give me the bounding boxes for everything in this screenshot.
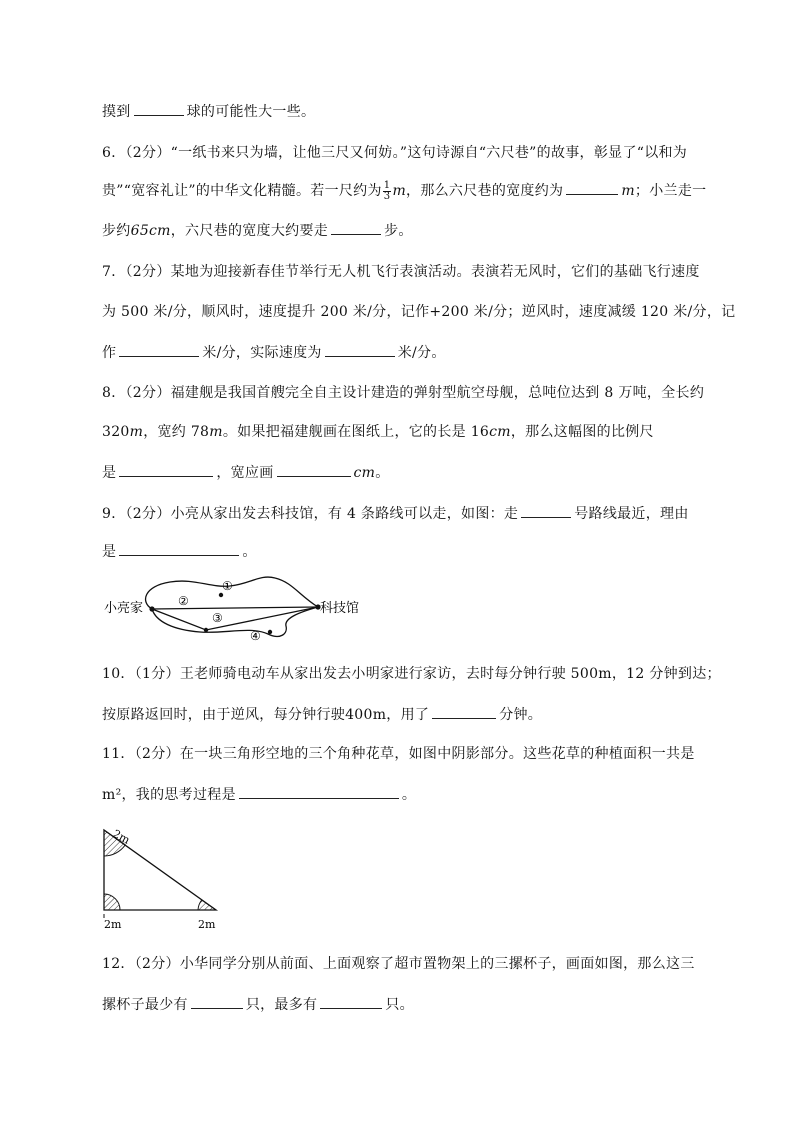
q9-line1: 9．（2分）小亮从家出发去科技馆，有 4 条路线可以走，如图：走 号路线最近，理由 <box>102 503 689 524</box>
top-radius-label: 2m <box>110 827 133 847</box>
q11-line1: 11．（2分）在一块三角形空地的三个角种花草，如图中阴影部分。这些花草的种植面积一共是 <box>102 746 695 762</box>
answer-blank[interactable] <box>521 503 571 518</box>
q9-line2: 是 。 <box>102 541 257 562</box>
q6-line1: 6．（2分）“一纸书来只为墙，让他三尺又何妨。”这句诗源自“六尺巷”的故事，彰显了“以和为 <box>102 145 688 161</box>
triangle-diagram <box>98 818 228 934</box>
q12-line2: 摞杯子最少有 只，最多有 只。 <box>102 994 414 1015</box>
q7-line3: 作 米/分，实际速度为 米/分。 <box>102 342 446 363</box>
answer-blank[interactable] <box>239 784 399 799</box>
answer-blank[interactable] <box>119 462 213 477</box>
fraction-one-third: $\frac{1}{3}$ <box>383 179 391 202</box>
q12-line1: 12．（2分）小华同学分别从前面、上面观察了超市置物架上的三摞杯子，画面如图，那么这三 <box>102 956 695 972</box>
bottom-left-corner-sector <box>104 894 120 910</box>
q6-line3: 步约65cm，六尺巷的宽度大约要走 步。 <box>102 220 413 241</box>
bottom-right-radius-label: 2m <box>198 918 216 931</box>
q10-line2: 按原路返回时，由于逆风，每分钟行驶400m，用了 分钟。 <box>102 704 542 725</box>
answer-blank[interactable] <box>432 704 496 719</box>
answer-blank[interactable] <box>566 180 618 195</box>
route-4-point <box>268 630 272 634</box>
route-3-point <box>204 628 208 632</box>
museum-label: 科技馆 <box>320 601 360 616</box>
answer-blank[interactable] <box>119 342 199 357</box>
route-1-point <box>219 593 223 597</box>
answer-blank[interactable] <box>277 462 351 477</box>
q10-line1: 10．（1分）王老师骑电动车从家出发去小明家进行家访，去时每分钟行驶 500m，12 分钟到达； <box>102 666 721 682</box>
q6-line2: 贵”“宽容礼让”的中华文化精髓。若一尺约为 $\frac{1}{3}$ m，那么六尺巷的宽度约为 m；小兰走一 <box>102 179 707 202</box>
answer-blank[interactable] <box>325 342 395 357</box>
answer-blank[interactable] <box>320 994 382 1009</box>
q11-line2: m²，我的思考过程是 。 <box>102 784 416 805</box>
q7-line2: 为 500 米/分，顺风时，速度提升 200 米/分，记作+200 米/分；逆风时，速度减缓 120 米/分，记 <box>102 304 736 320</box>
answer-blank[interactable] <box>119 541 239 556</box>
route-diagram <box>100 574 380 646</box>
answer-blank[interactable] <box>191 994 243 1009</box>
route-4-label: ④ <box>250 629 261 643</box>
answer-blank[interactable] <box>331 220 381 235</box>
route-3-label: ③ <box>212 611 223 625</box>
route-3-path <box>152 607 318 630</box>
q8-line3: 是 ，宽应画 cm。 <box>102 462 390 483</box>
bottom-left-radius-label: 2m <box>104 918 122 931</box>
q8-line1: 8．（2分）福建舰是我国首艘完全自主设计建造的弹射型航空母舰，总吨位达到 8 万吨，全长约 <box>102 385 705 401</box>
home-point <box>149 606 154 611</box>
route-1-label: ① <box>222 579 233 593</box>
q7-line1: 7．（2分）某地为迎接新春佳节举行无人机飞行表演活动。表演若无风时，它们的基础飞行速度 <box>102 264 700 280</box>
q8-line2: 320m，宽约 78m。如果把福建舰画在图纸上，它的长是 16cm，那么这幅图的比例尺 <box>102 424 654 440</box>
route-2-path <box>152 607 318 609</box>
route-4-path <box>152 607 318 636</box>
q5-tail: 摸到 球的可能性大一些。 <box>102 101 315 122</box>
answer-blank[interactable] <box>134 101 184 116</box>
route-2-label: ② <box>178 594 189 608</box>
home-label: 小亮家 <box>104 601 144 616</box>
